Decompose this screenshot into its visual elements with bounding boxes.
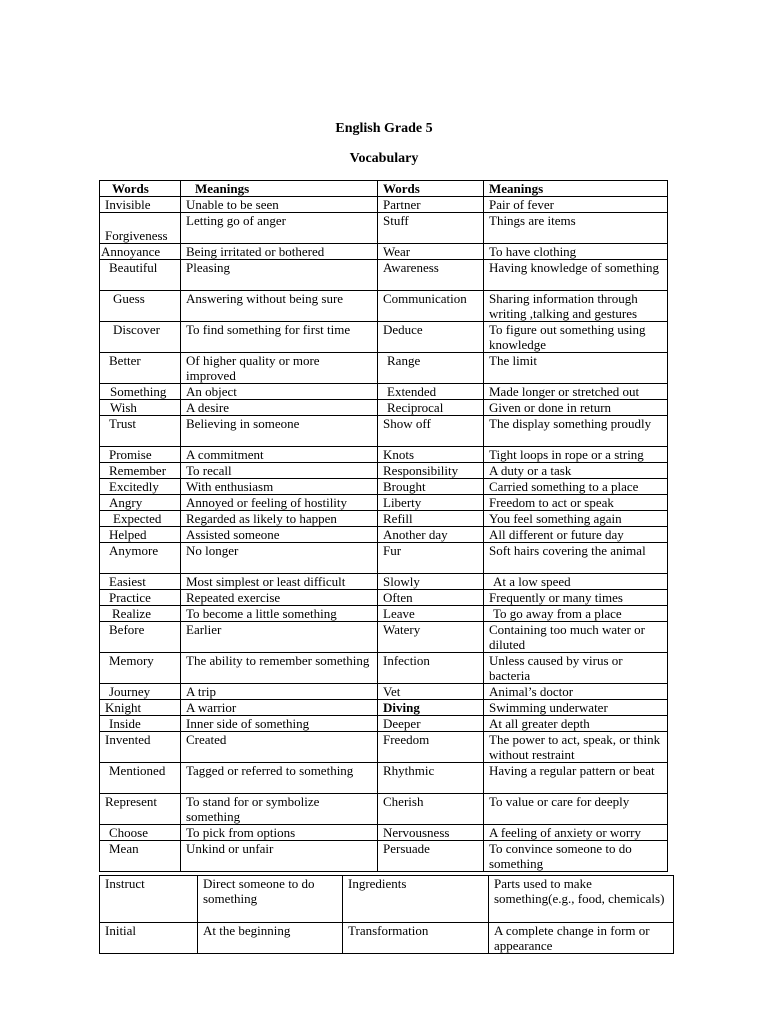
meaning-cell: Letting go of anger bbox=[181, 213, 378, 244]
header-meanings: Meanings bbox=[181, 181, 378, 197]
meaning-cell: To pick from options bbox=[181, 825, 378, 841]
meaning-cell: At a low speed bbox=[484, 574, 668, 590]
meaning-cell: The limit bbox=[484, 353, 668, 384]
meaning-cell: A desire bbox=[181, 400, 378, 416]
table-header-row bbox=[100, 181, 668, 197]
table-row bbox=[100, 260, 668, 291]
word-cell: Expected bbox=[100, 511, 181, 527]
word-cell: Show off bbox=[378, 416, 484, 447]
meaning-cell: Of higher quality or more improved bbox=[181, 353, 378, 384]
meaning-cell: Tagged or referred to something bbox=[181, 763, 378, 794]
meaning-cell: Soft hairs covering the animal bbox=[484, 543, 668, 574]
meaning-cell: To recall bbox=[181, 463, 378, 479]
header-words: Words bbox=[100, 181, 181, 197]
meaning-cell: You feel something again bbox=[484, 511, 668, 527]
word-cell: Invisible bbox=[100, 197, 181, 213]
meaning-cell: Assisted someone bbox=[181, 527, 378, 543]
table-row bbox=[100, 463, 668, 479]
table-row bbox=[100, 825, 668, 841]
word-cell: Persuade bbox=[378, 841, 484, 872]
word-cell: Trust bbox=[100, 416, 181, 447]
word-cell: Responsibility bbox=[378, 463, 484, 479]
meaning-cell: Tight loops in rope or a string bbox=[484, 447, 668, 463]
word-cell: Beautiful bbox=[100, 260, 181, 291]
table-row bbox=[100, 197, 668, 213]
meaning-cell: To convince someone to do something bbox=[484, 841, 668, 872]
table-row bbox=[100, 794, 668, 825]
meaning-cell: To go away from a place bbox=[484, 606, 668, 622]
word-cell: Range bbox=[378, 353, 484, 384]
table-row bbox=[100, 244, 668, 260]
word-cell: Practice bbox=[100, 590, 181, 606]
meaning-cell: Unless caused by virus or bacteria bbox=[484, 653, 668, 684]
word-cell: Leave bbox=[378, 606, 484, 622]
meaning-cell: Sharing information through writing ,talking and gestures bbox=[484, 291, 668, 322]
meaning-cell: All different or future day bbox=[484, 527, 668, 543]
table-row bbox=[100, 447, 668, 463]
meaning-cell: Inner side of something bbox=[181, 716, 378, 732]
word-cell: Freedom bbox=[378, 732, 484, 763]
table-row bbox=[100, 622, 668, 653]
word-cell: Watery bbox=[378, 622, 484, 653]
meaning-cell: Being irritated or bothered bbox=[181, 244, 378, 260]
table-row bbox=[100, 716, 668, 732]
word-cell: Liberty bbox=[378, 495, 484, 511]
meaning-cell: A trip bbox=[181, 684, 378, 700]
meaning-cell: Frequently or many times bbox=[484, 590, 668, 606]
meaning-cell: Annoyed or feeling of hostility bbox=[181, 495, 378, 511]
word-cell: Better bbox=[100, 353, 181, 384]
word-cell: Often bbox=[378, 590, 484, 606]
table-row bbox=[100, 527, 668, 543]
word-cell: Journey bbox=[100, 684, 181, 700]
word-cell: Fur bbox=[378, 543, 484, 574]
word-cell: Choose bbox=[100, 825, 181, 841]
table-row bbox=[100, 495, 668, 511]
word-cell: Stuff bbox=[378, 213, 484, 244]
meaning-cell: Regarded as likely to happen bbox=[181, 511, 378, 527]
meaning-cell: Unable to be seen bbox=[181, 197, 378, 213]
meaning-cell: Parts used to make something(e.g., food, chemicals) bbox=[489, 876, 674, 923]
table-row bbox=[100, 876, 674, 923]
meaning-cell: Created bbox=[181, 732, 378, 763]
word-cell: Communication bbox=[378, 291, 484, 322]
word-cell: Nervousness bbox=[378, 825, 484, 841]
word-cell: Realize bbox=[100, 606, 181, 622]
table-row bbox=[100, 653, 668, 684]
vocabulary-extra-table bbox=[99, 875, 674, 954]
word-cell: Knots bbox=[378, 447, 484, 463]
meaning-cell: Most simplest or least difficult bbox=[181, 574, 378, 590]
meaning-cell: Freedom to act or speak bbox=[484, 495, 668, 511]
word-cell: Refill bbox=[378, 511, 484, 527]
header-meanings: Meanings bbox=[484, 181, 668, 197]
table-row bbox=[100, 416, 668, 447]
word-cell: Angry bbox=[100, 495, 181, 511]
meaning-cell: Believing in someone bbox=[181, 416, 378, 447]
meaning-cell: Unkind or unfair bbox=[181, 841, 378, 872]
meaning-cell: At the beginning bbox=[198, 923, 343, 954]
word-cell: Transformation bbox=[343, 923, 489, 954]
meaning-cell: Animal’s doctor bbox=[484, 684, 668, 700]
table-row bbox=[100, 606, 668, 622]
table-row bbox=[100, 590, 668, 606]
meaning-cell: Pair of fever bbox=[484, 197, 668, 213]
table-row bbox=[100, 684, 668, 700]
word-cell: Cherish bbox=[378, 794, 484, 825]
word-cell: Knight bbox=[100, 700, 181, 716]
word-cell: Diving bbox=[378, 700, 484, 716]
meaning-cell: Earlier bbox=[181, 622, 378, 653]
word-cell: Partner bbox=[378, 197, 484, 213]
meaning-cell: Given or done in return bbox=[484, 400, 668, 416]
table-row bbox=[100, 841, 668, 872]
table-row bbox=[100, 763, 668, 794]
table-row bbox=[100, 511, 668, 527]
word-cell: Extended bbox=[378, 384, 484, 400]
meaning-cell: Direct someone to do something bbox=[198, 876, 343, 923]
word-cell: Discover bbox=[100, 322, 181, 353]
word-cell: Excitedly bbox=[100, 479, 181, 495]
word-cell: Annoyance bbox=[100, 244, 181, 260]
word-cell: Guess bbox=[100, 291, 181, 322]
word-cell: Invented bbox=[100, 732, 181, 763]
meaning-cell: To stand for or symbolize something bbox=[181, 794, 378, 825]
meaning-cell: Swimming underwater bbox=[484, 700, 668, 716]
vocabulary-table bbox=[99, 180, 668, 872]
meaning-cell: Made longer or stretched out bbox=[484, 384, 668, 400]
meaning-cell: Answering without being sure bbox=[181, 291, 378, 322]
word-cell: Inside bbox=[100, 716, 181, 732]
meaning-cell: With enthusiasm bbox=[181, 479, 378, 495]
word-cell: Forgiveness bbox=[100, 213, 181, 244]
word-cell: Another day bbox=[378, 527, 484, 543]
word-cell: Wish bbox=[100, 400, 181, 416]
meaning-cell: The display something proudly bbox=[484, 416, 668, 447]
page-subtitle: Vocabulary bbox=[349, 151, 419, 166]
meaning-cell: A warrior bbox=[181, 700, 378, 716]
table-row bbox=[100, 732, 668, 763]
word-cell: Vet bbox=[378, 684, 484, 700]
word-cell: Deduce bbox=[378, 322, 484, 353]
word-cell: Easiest bbox=[100, 574, 181, 590]
meaning-cell: A feeling of anxiety or worry bbox=[484, 825, 668, 841]
table-row bbox=[100, 384, 668, 400]
word-cell: Ingredients bbox=[343, 876, 489, 923]
table-row bbox=[100, 574, 668, 590]
word-cell: Initial bbox=[100, 923, 198, 954]
meaning-cell: The ability to remember something bbox=[181, 653, 378, 684]
word-cell: Represent bbox=[100, 794, 181, 825]
word-cell: Remember bbox=[100, 463, 181, 479]
word-cell: Promise bbox=[100, 447, 181, 463]
page-title: English Grade 5 bbox=[335, 121, 433, 136]
table-row bbox=[100, 700, 668, 716]
meaning-cell: To figure out something using knowledge bbox=[484, 322, 668, 353]
meaning-cell: Having knowledge of something bbox=[484, 260, 668, 291]
meaning-cell: Carried something to a place bbox=[484, 479, 668, 495]
meaning-cell: To find something for first time bbox=[181, 322, 378, 353]
meaning-cell: A duty or a task bbox=[484, 463, 668, 479]
meaning-cell: To have clothing bbox=[484, 244, 668, 260]
word-cell: Instruct bbox=[100, 876, 198, 923]
word-cell: Deeper bbox=[378, 716, 484, 732]
meaning-cell: A commitment bbox=[181, 447, 378, 463]
table-row bbox=[100, 213, 668, 244]
meaning-cell: Pleasing bbox=[181, 260, 378, 291]
table-row bbox=[100, 543, 668, 574]
meaning-cell: The power to act, speak, or think without restraint bbox=[484, 732, 668, 763]
meaning-cell: To value or care for deeply bbox=[484, 794, 668, 825]
word-cell: Reciprocal bbox=[378, 400, 484, 416]
meaning-cell: Having a regular pattern or beat bbox=[484, 763, 668, 794]
table-row bbox=[100, 322, 668, 353]
table-row bbox=[100, 291, 668, 322]
word-cell: Memory bbox=[100, 653, 181, 684]
word-cell: Helped bbox=[100, 527, 181, 543]
table-row bbox=[100, 353, 668, 384]
table-row bbox=[100, 400, 668, 416]
meaning-cell: To become a little something bbox=[181, 606, 378, 622]
word-cell: Mean bbox=[100, 841, 181, 872]
meaning-cell: Repeated exercise bbox=[181, 590, 378, 606]
header-words: Words bbox=[378, 181, 484, 197]
word-cell: Anymore bbox=[100, 543, 181, 574]
word-cell: Something bbox=[100, 384, 181, 400]
meaning-cell: A complete change in form or appearance bbox=[489, 923, 674, 954]
table-row bbox=[100, 923, 674, 954]
meaning-cell: Things are items bbox=[484, 213, 668, 244]
word-cell: Brought bbox=[378, 479, 484, 495]
word-cell: Wear bbox=[378, 244, 484, 260]
word-cell: Mentioned bbox=[100, 763, 181, 794]
word-cell: Rhythmic bbox=[378, 763, 484, 794]
meaning-cell: No longer bbox=[181, 543, 378, 574]
meaning-cell: An object bbox=[181, 384, 378, 400]
meaning-cell: At all greater depth bbox=[484, 716, 668, 732]
word-cell: Infection bbox=[378, 653, 484, 684]
meaning-cell: Containing too much water or diluted bbox=[484, 622, 668, 653]
word-cell: Awareness bbox=[378, 260, 484, 291]
word-cell: Before bbox=[100, 622, 181, 653]
table-row bbox=[100, 479, 668, 495]
word-cell: Slowly bbox=[378, 574, 484, 590]
